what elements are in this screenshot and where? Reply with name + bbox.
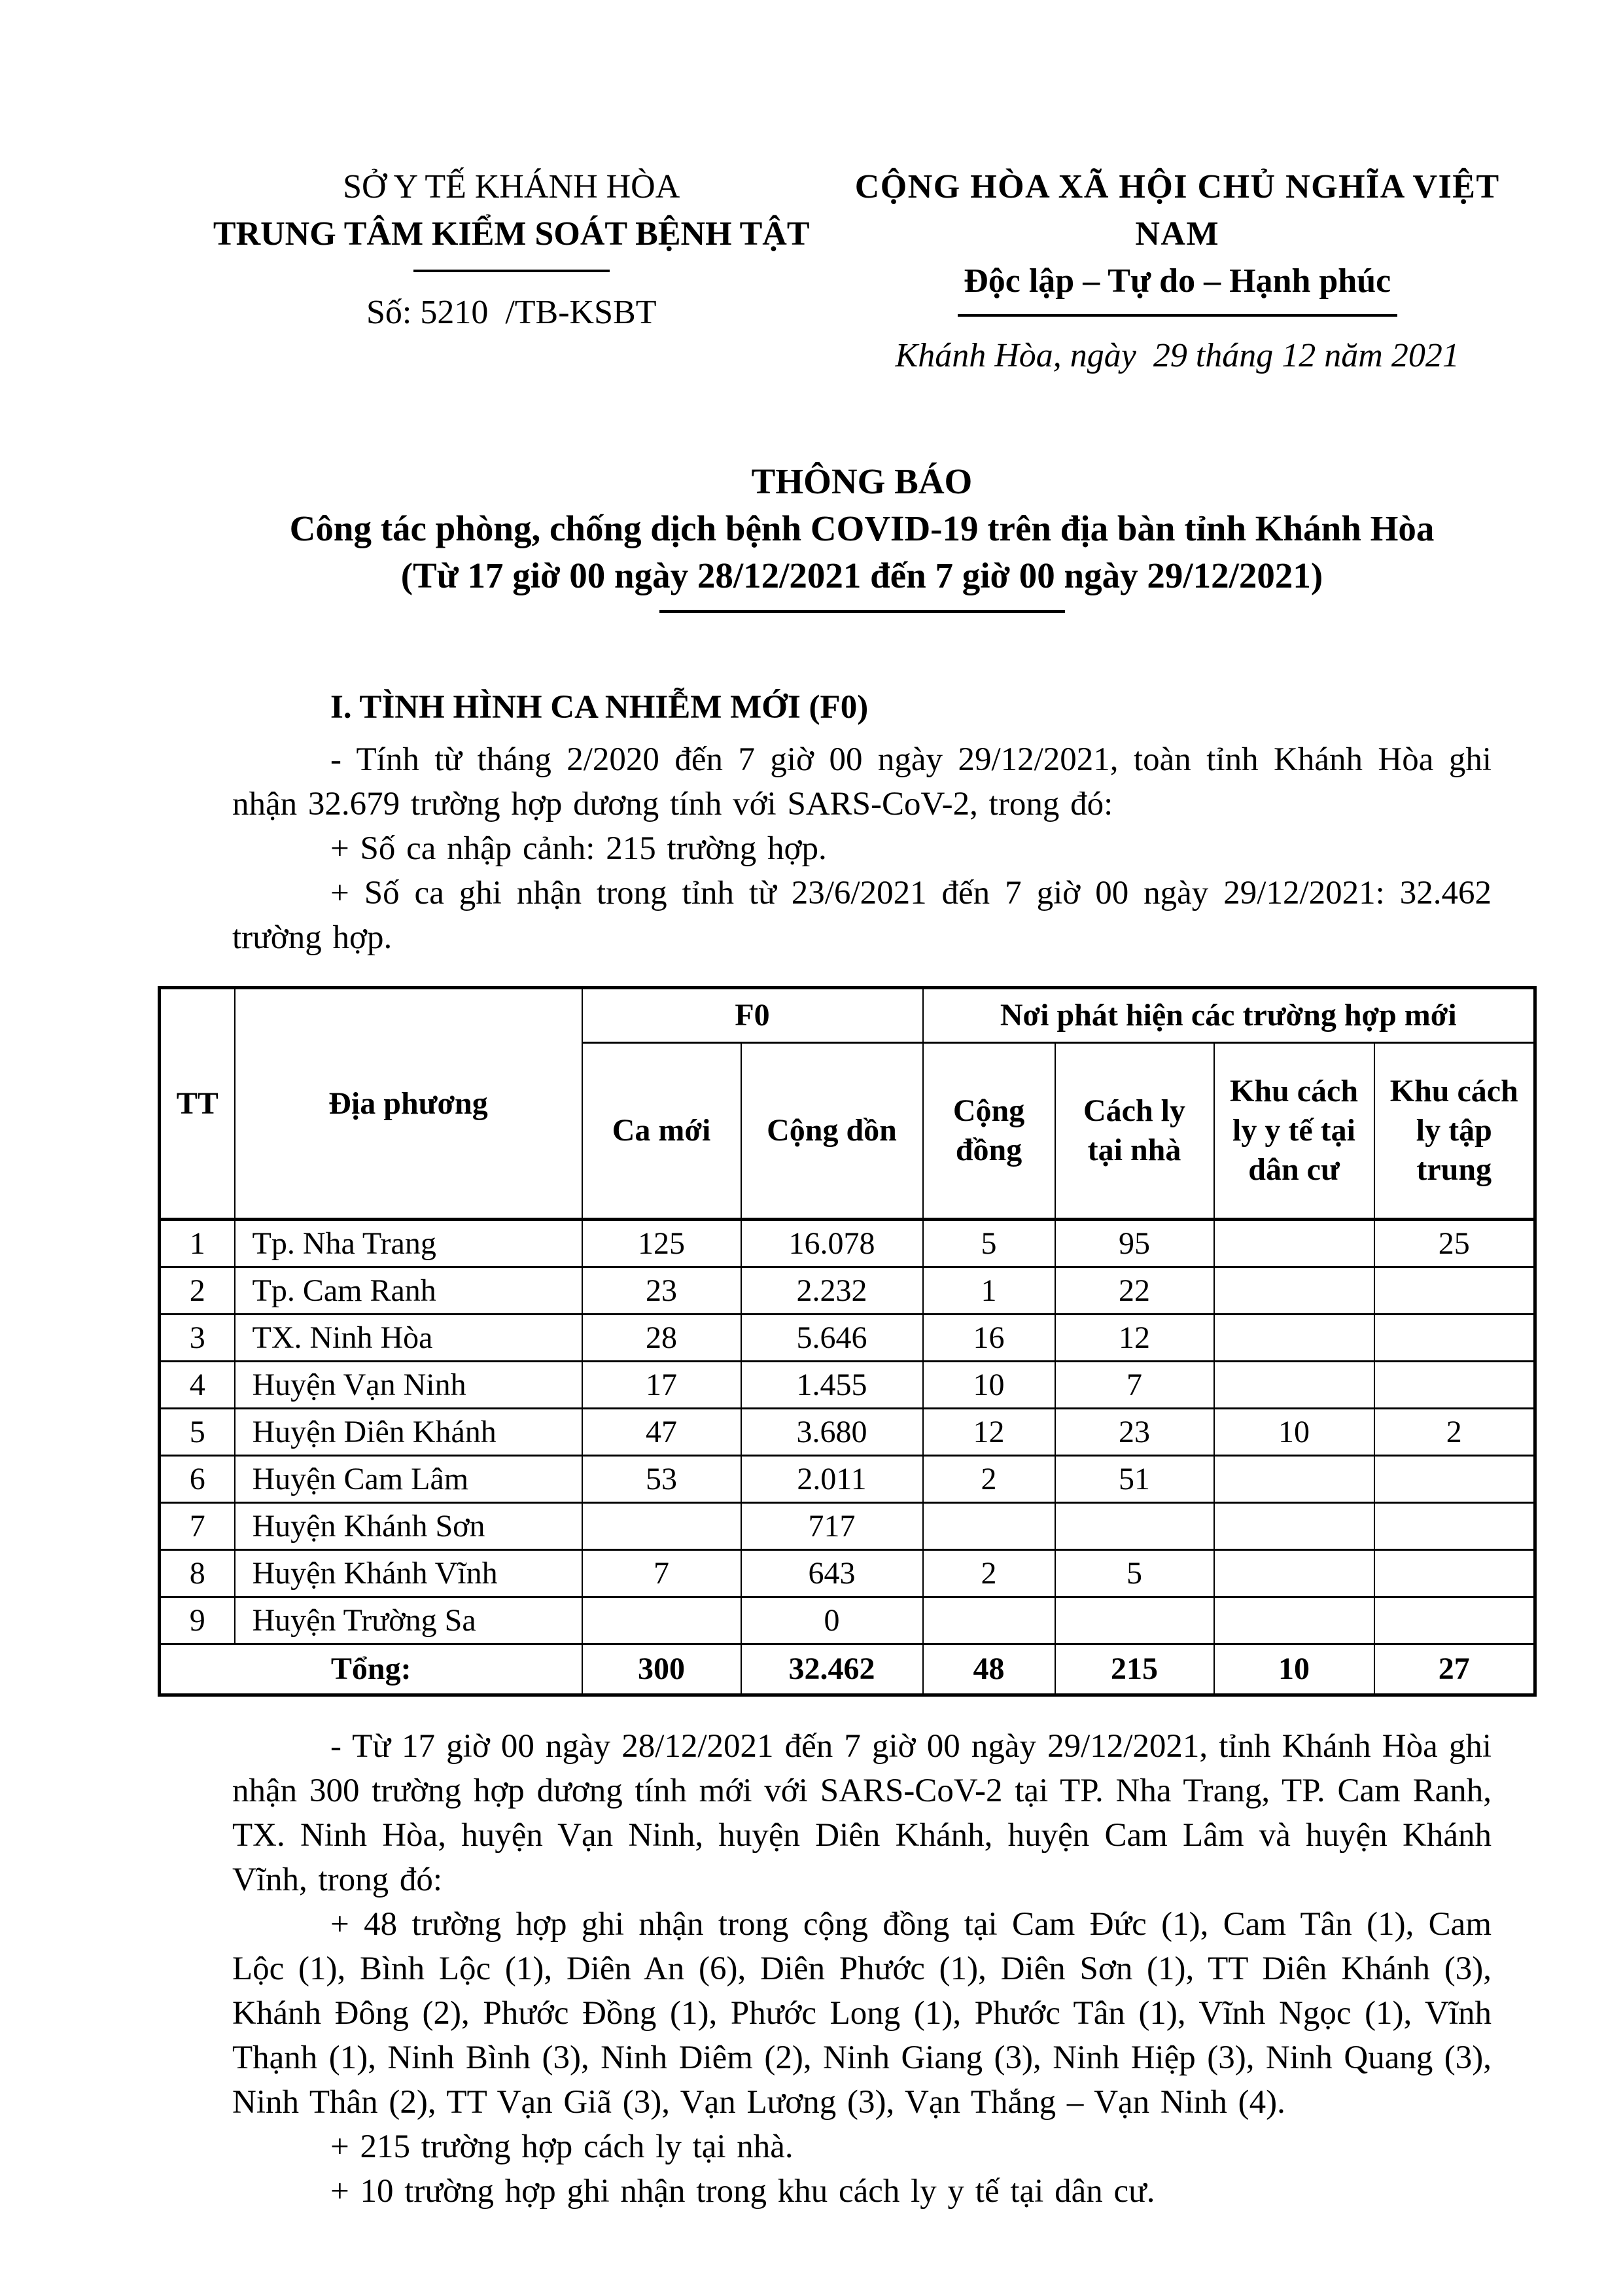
table-cell: 643 [741,1550,923,1597]
table-cell: 2.232 [741,1267,923,1315]
group-header-f0: F0 [582,988,923,1043]
table-cell: 10 [1214,1409,1374,1456]
table-cell: Huyện Khánh Sơn [235,1503,582,1550]
table-cell [1214,1597,1374,1644]
table-cell: 7 [1055,1362,1214,1409]
total-value: 32.462 [741,1644,923,1695]
paragraph-domestic-cases: + Số ca ghi nhận trong tỉnh từ 23/6/2021 đến 7 giờ 00 ngày 29/12/2021: 32.462 trường hợp. [232,875,1492,956]
table-cell [582,1503,741,1550]
table-row [160,1550,1535,1597]
table-cell: 16 [923,1315,1055,1362]
table-cell: 47 [582,1409,741,1456]
document-number: Số: 5210 /TB-KSBT [366,294,657,331]
table-cell: 717 [741,1503,923,1550]
table-header [160,988,1535,1220]
document-period: (Từ 17 giờ 00 ngày 28/12/2021 đến 7 giờ 00 ngày 29/12/2021) [400,556,1323,595]
table-cell: 2 [923,1550,1055,1597]
table-cell: 3.680 [741,1409,923,1456]
letterhead [0,0,1623,380]
table-cell [1214,1315,1374,1362]
table-cell: 23 [1055,1409,1214,1456]
table-cell [1214,1362,1374,1409]
agency-underline [413,270,610,272]
table-cell [1374,1503,1535,1550]
table-cell: 1 [923,1267,1055,1315]
table-total-row [160,1644,1535,1695]
table-cell: 16.078 [741,1220,923,1267]
table-cell: 7 [582,1550,741,1597]
table-cell: 12 [1055,1315,1214,1362]
col-header-new-cases: Ca mới [582,1043,741,1220]
table-cell: 9 [160,1597,235,1644]
table-row [160,1267,1535,1315]
col-header-locality: Địa phương [235,988,582,1220]
table-row [160,1409,1535,1456]
table-cell: 6 [160,1456,235,1503]
total-value: 48 [923,1644,1055,1695]
section-1-heading: I. TÌNH HÌNH CA NHIỄM MỚI (F0) [330,689,869,726]
table-row [160,1362,1535,1409]
total-value: 27 [1374,1644,1535,1695]
table-cell [1214,1267,1374,1315]
table-cell: 23 [582,1267,741,1315]
table-cell: Huyện Khánh Vĩnh [235,1550,582,1597]
document-title-block [232,458,1492,613]
title-underline [659,610,1065,613]
table-cell: 53 [582,1456,741,1503]
table-cell [1214,1456,1374,1503]
paragraph-new-cases-summary: - Từ 17 giờ 00 ngày 28/12/2021 đến 7 giờ 00 ngày 29/12/2021, tỉnh Khánh Hòa ghi nhận 300 trường hợp dương tính mới với SARS-CoV-2 tại TP. Nha Trang, TP. Cam Ranh, TX. Ninh Hòa, huyện Vạn Ninh, huyện Diên Khánh, huyện Cam Lâm và huyện Khánh Vĩnh, trong đó: [232,1728,1492,1898]
table-row [160,1315,1535,1362]
table-cell: Huyện Vạn Ninh [235,1362,582,1409]
table-cell [1374,1550,1535,1597]
table-cell: 5.646 [741,1315,923,1362]
table-cell: Huyện Trường Sa [235,1597,582,1644]
table-cell: 12 [923,1409,1055,1456]
table-group-header-row [160,988,1535,1043]
issuing-agency-block [186,164,836,380]
covid-cases-table [158,986,1537,1697]
place-date-line: Khánh Hòa, ngày 29 tháng 12 năm 2021 [895,337,1459,374]
table-cell: 125 [582,1220,741,1267]
table-cell: 1.455 [741,1362,923,1409]
table-cell [1374,1456,1535,1503]
table-cell [1055,1503,1214,1550]
total-value: 215 [1055,1644,1214,1695]
table-cell [923,1503,1055,1550]
table-cell: 5 [923,1220,1055,1267]
table-cell [1374,1315,1535,1362]
table-cell: 5 [1055,1550,1214,1597]
table-row [160,1456,1535,1503]
table-cell [1214,1550,1374,1597]
table-cell: Tp. Nha Trang [235,1220,582,1267]
table-cell: 28 [582,1315,741,1362]
table-cell: 17 [582,1362,741,1409]
table-cell: 7 [160,1503,235,1550]
national-title: CỘNG HÒA XÃ HỘI CHỦ NGHĨA VIỆT NAM [854,168,1500,253]
document-subtitle: Công tác phòng, chống dịch bệnh COVID-19 trên địa bàn tỉnh Khánh Hòa [289,508,1435,548]
table-cell: 95 [1055,1220,1214,1267]
table-row [160,1597,1535,1644]
table-cell [582,1597,741,1644]
group-header-detection-place: Nơi phát hiện các trường hợp mới [923,988,1535,1043]
table-cell: 22 [1055,1267,1214,1315]
col-header-tt: TT [160,988,235,1220]
col-header-cumulative: Cộng dồn [741,1043,923,1220]
table-cell [923,1597,1055,1644]
table-cell: 2 [160,1267,235,1315]
national-motto-block [836,164,1518,380]
table-cell [1374,1597,1535,1644]
total-value: 300 [582,1644,741,1695]
parent-agency-name: SỞ Y TẾ KHÁNH HÒA [343,168,680,205]
col-header-centralized-isolation: Khu cách ly tập trung [1374,1043,1535,1220]
table-cell: 10 [923,1362,1055,1409]
table-cell [1374,1267,1535,1315]
table-cell: Tp. Cam Ranh [235,1267,582,1315]
table-cell: 0 [741,1597,923,1644]
paragraph-imported-cases: + Số ca nhập cảnh: 215 trường hợp. [330,830,827,867]
table-cell: 2 [1374,1409,1535,1456]
paragraph-medical-isolation-cases: + 10 trường hợp ghi nhận trong khu cách ly y tế tại dân cư. [330,2173,1155,2210]
agency-name: TRUNG TÂM KIỂM SOÁT BỆNH TẬT [213,215,810,253]
table-cell: TX. Ninh Hòa [235,1315,582,1362]
document-title: THÔNG BÁO [751,461,973,501]
table-cell: 5 [160,1409,235,1456]
table-cell: 1 [160,1220,235,1267]
table-cell: 51 [1055,1456,1214,1503]
paragraph-total-cases: - Tính từ tháng 2/2020 đến 7 giờ 00 ngày 29/12/2021, toàn tỉnh Khánh Hòa ghi nhận 32.679 trường hợp dương tính với SARS-CoV-2, trong đó: [232,741,1492,822]
motto-underline [958,314,1397,317]
table-body [160,1220,1535,1695]
table-cell: 3 [160,1315,235,1362]
total-label: Tổng: [160,1644,582,1695]
paragraph-community-case-list: + 48 trường hợp ghi nhận trong cộng đồng tại Cam Đức (1), Cam Tân (1), Cam Lộc (1), Bình Lộc (1), Diên An (6), Diên Phước (1), Diên Sơn (1), TT Diên Khánh (3), Khánh Đông (2), Phước Đồng (1), Phước Long (1), Phước Tân (1), Vĩnh Ngọc (1), Vĩnh Thạnh (1), Ninh Bình (3), Ninh Diêm (2), Ninh Giang (3), Ninh Hiệp (3), Ninh Quang (3), Ninh Thân (2), TT Vạn Giã (3), Vạn Lương (3), Vạn Thắng – Vạn Ninh (4). [232,1906,1492,2121]
total-value: 10 [1214,1644,1374,1695]
col-header-home-isolation: Cách ly tại nhà [1055,1043,1214,1220]
table-cell: 8 [160,1550,235,1597]
table-cell: 2.011 [741,1456,923,1503]
table-cell: Huyện Diên Khánh [235,1409,582,1456]
national-motto: Độc lập – Tự do – Hạnh phúc [964,262,1391,300]
table-cell: 4 [160,1362,235,1409]
table-cell [1214,1220,1374,1267]
table-cell [1214,1503,1374,1550]
table-cell: 2 [923,1456,1055,1503]
col-header-medical-isolation-area: Khu cách ly y tế tại dân cư [1214,1043,1374,1220]
table-row [160,1503,1535,1550]
table-cell [1055,1597,1214,1644]
paragraph-home-isolation-cases: + 215 trường hợp cách ly tại nhà. [330,2128,794,2165]
table-row [160,1220,1535,1267]
table-cell: 25 [1374,1220,1535,1267]
table-cell: Huyện Cam Lâm [235,1456,582,1503]
table-cell [1374,1362,1535,1409]
col-header-community: Cộng đồng [923,1043,1055,1220]
